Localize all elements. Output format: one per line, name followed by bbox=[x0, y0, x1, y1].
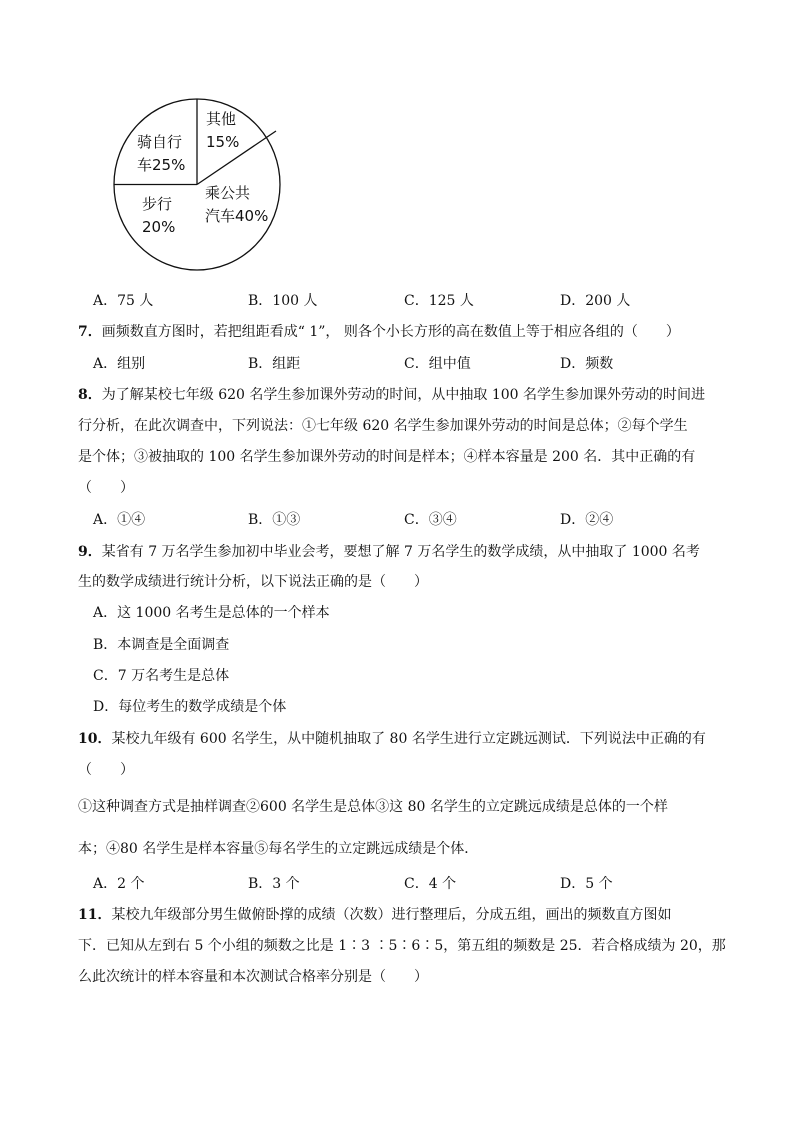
q11-text-line-3: 么此次统计的样本容量和本次测试合格率分别是（ ） bbox=[78, 969, 428, 985]
q10-text-line-4: 本；④80 名学生是样本容量⑤每名学生的立定跳远成绩是个体． bbox=[78, 841, 479, 857]
q9-option-c[interactable]: C．7 万名考生是总体 bbox=[93, 668, 230, 684]
pie-label-bus-pct: 汽车40% bbox=[205, 207, 269, 225]
pie-label-bus-name: 乘公共 bbox=[205, 184, 251, 202]
pie-label-walk-name: 步行 bbox=[142, 195, 173, 213]
q7-text: 画频数直方图时，若把组距看成“ 1”， 则各个小长方形的高在数值上等于相应各组的（ ） bbox=[101, 324, 680, 340]
q11-number: 11． bbox=[78, 907, 112, 923]
q7-option-d[interactable]: D．频数 bbox=[560, 356, 614, 372]
q11-text-line-1: 某校九年级部分男生做俯卧撑的成绩（次数）进行整理后，分成五组，画出的频数直方图如 bbox=[111, 907, 672, 923]
q8-option-d[interactable]: D．②④ bbox=[560, 512, 614, 528]
q9-number: 9． bbox=[78, 544, 102, 560]
q8-option-b[interactable]: B．①③ bbox=[248, 512, 301, 528]
q8-option-c[interactable]: C．③④ bbox=[404, 512, 457, 528]
question-9-line-1 bbox=[78, 541, 700, 561]
q10-option-b[interactable]: B．3 个 bbox=[248, 876, 300, 892]
q10-number: 10． bbox=[78, 731, 112, 747]
q7-option-c[interactable]: C．组中值 bbox=[404, 356, 471, 372]
pie-chart bbox=[112, 97, 282, 272]
pie-label-bike-name: 骑自行 bbox=[137, 133, 183, 151]
q7-option-a[interactable]: A．组别 bbox=[93, 356, 146, 372]
q10-text-line-1: 某校九年级有 600 名学生，从中随机抽取了 80 名学生进行立定跳远测试．下列说法中正确的有 bbox=[111, 731, 706, 747]
q10-option-d[interactable]: D．5 个 bbox=[560, 876, 613, 892]
question-7 bbox=[78, 321, 680, 341]
q10-option-c[interactable]: C．4 个 bbox=[404, 876, 457, 892]
q7-option-b[interactable]: B．组距 bbox=[248, 356, 301, 372]
q11-text-line-2: 下．已知从左到右 5 个小组的频数之比是 1∶3 ∶5∶6∶5，第五组的频数是 25．若合格成绩为 20，那 bbox=[78, 938, 726, 954]
q9-option-d[interactable]: D．每位考生的数学成绩是个体 bbox=[93, 699, 287, 715]
q6-option-d[interactable]: D．200 人 bbox=[560, 293, 631, 309]
question-8-line-1 bbox=[78, 384, 705, 404]
q9-option-a[interactable]: A．这 1000 名考生是总体的一个样本 bbox=[93, 605, 330, 621]
q9-text-line-1: 某省有 7 万名学生参加初中毕业会考，要想了解 7 万名学生的数学成绩，从中抽取了 1000 名考 bbox=[101, 544, 700, 560]
q8-text-line-3: 是个体；③被抽取的 100 名学生参加课外劳动的时间是样本；④样本容量是 200 名．其中正确的有 bbox=[78, 449, 696, 465]
pie-label-other-pct: 15% bbox=[206, 133, 240, 151]
q8-option-a[interactable]: A．①④ bbox=[93, 512, 146, 528]
pie-label-walk-pct: 20% bbox=[142, 218, 176, 236]
q10-text-line-3: ①这种调查方式是抽样调查②600 名学生是总体③这 80 名学生的立定跳远成绩是总体的一个样 bbox=[78, 799, 668, 815]
q8-number: 8． bbox=[78, 387, 102, 403]
pie-label-bike-pct: 车25% bbox=[137, 156, 186, 174]
q8-text-line-1: 为了解某校七年级 620 名学生参加课外劳动的时间，从中抽取 100 名学生参加课外劳动的时间进 bbox=[101, 387, 705, 403]
q10-option-a[interactable]: A．2 个 bbox=[93, 876, 145, 892]
q8-text-line-4: （ ） bbox=[78, 480, 134, 496]
question-10-line-1 bbox=[78, 728, 706, 748]
q6-option-c[interactable]: C．125 人 bbox=[404, 293, 474, 309]
q9-text-line-2: 生的数学成绩进行统计分析，以下说法正确的是（ ） bbox=[78, 574, 428, 590]
q10-text-line-2: （ ） bbox=[78, 762, 134, 778]
q8-text-line-2: 行分析，在此次调查中，下列说法：①七年级 620 名学生参加课外劳动的时间是总体；②每个学生 bbox=[78, 418, 688, 434]
q6-option-a[interactable]: A．75 人 bbox=[93, 293, 154, 309]
pie-label-other-name: 其他 bbox=[206, 110, 237, 128]
q9-option-b[interactable]: B．本调查是全面调查 bbox=[93, 637, 230, 653]
q6-option-b[interactable]: B．100 人 bbox=[248, 293, 318, 309]
q7-number: 7． bbox=[78, 324, 102, 340]
question-11-line-1 bbox=[78, 904, 671, 924]
